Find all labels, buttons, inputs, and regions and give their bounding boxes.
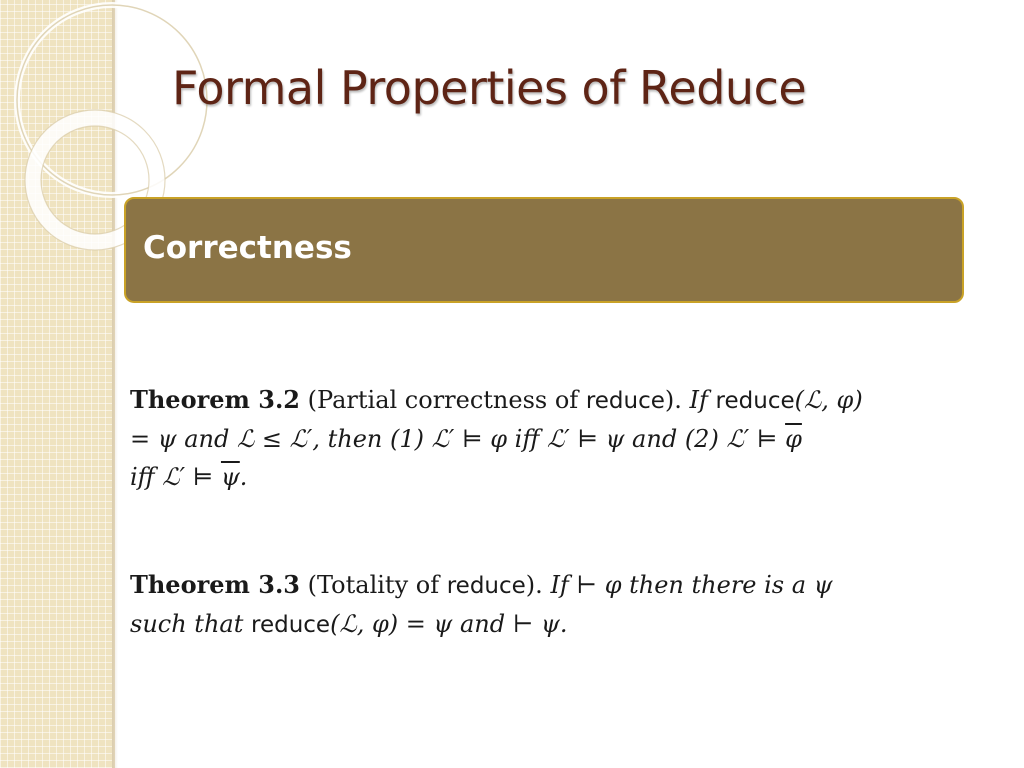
theorem-name-close: ).: [664, 386, 682, 414]
theorem-args: (ℒ, φ): [794, 386, 863, 414]
theorem-line-2-post: (ℒ, φ) = ψ and ⊢ ψ.: [330, 610, 568, 638]
theorem-3-2-line-1: [130, 381, 992, 420]
theorem-name-open: (Totality of: [307, 571, 447, 599]
theorem-3-2-line-2: [130, 420, 992, 458]
theorem-heading: Theorem 3.3: [130, 570, 301, 599]
theorem-3-3-line-1: [130, 566, 992, 605]
theorem-3-2: [130, 381, 992, 496]
theorem-name-open: (Partial correctness of: [307, 386, 586, 414]
section-banner: [124, 197, 964, 303]
theorem-line-2-pre: such that: [130, 610, 244, 638]
theorem-heading: Theorem 3.2: [130, 385, 301, 414]
theorem-3-3-line-2: [130, 605, 992, 644]
theorem-name-func: reduce: [446, 573, 526, 599]
theorem-name-close: ).: [525, 571, 543, 599]
phi-bar: $\overline{\varphi}$: [785, 425, 802, 453]
theorem-3-2-line-3: [130, 458, 992, 496]
theorem-line-2-text: = ψ and ℒ ≤ ℒ′, then (1) ℒ′ ⊨ φ iff ℒ′ ⊨ ψ and (2) ℒ′ ⊨: [130, 425, 778, 453]
theorem-line-3-pre: iff ℒ′ ⊨: [130, 463, 214, 491]
slide-title: Formal Properties of Reduce: [172, 61, 807, 115]
psi-bar: $\overline{\psi}$: [220, 463, 240, 491]
theorem-func: reduce: [251, 612, 331, 638]
theorem-func: reduce: [715, 388, 795, 414]
theorem-if-word: If: [689, 386, 708, 414]
theorem-name-func: reduce: [585, 388, 665, 414]
theorem-3-3: [130, 566, 992, 644]
theorem-line-1-rest: If ⊢ φ then there is a ψ: [550, 571, 833, 599]
theorem-line-3-post: .: [239, 463, 248, 491]
section-banner-label: Correctness: [143, 230, 352, 266]
